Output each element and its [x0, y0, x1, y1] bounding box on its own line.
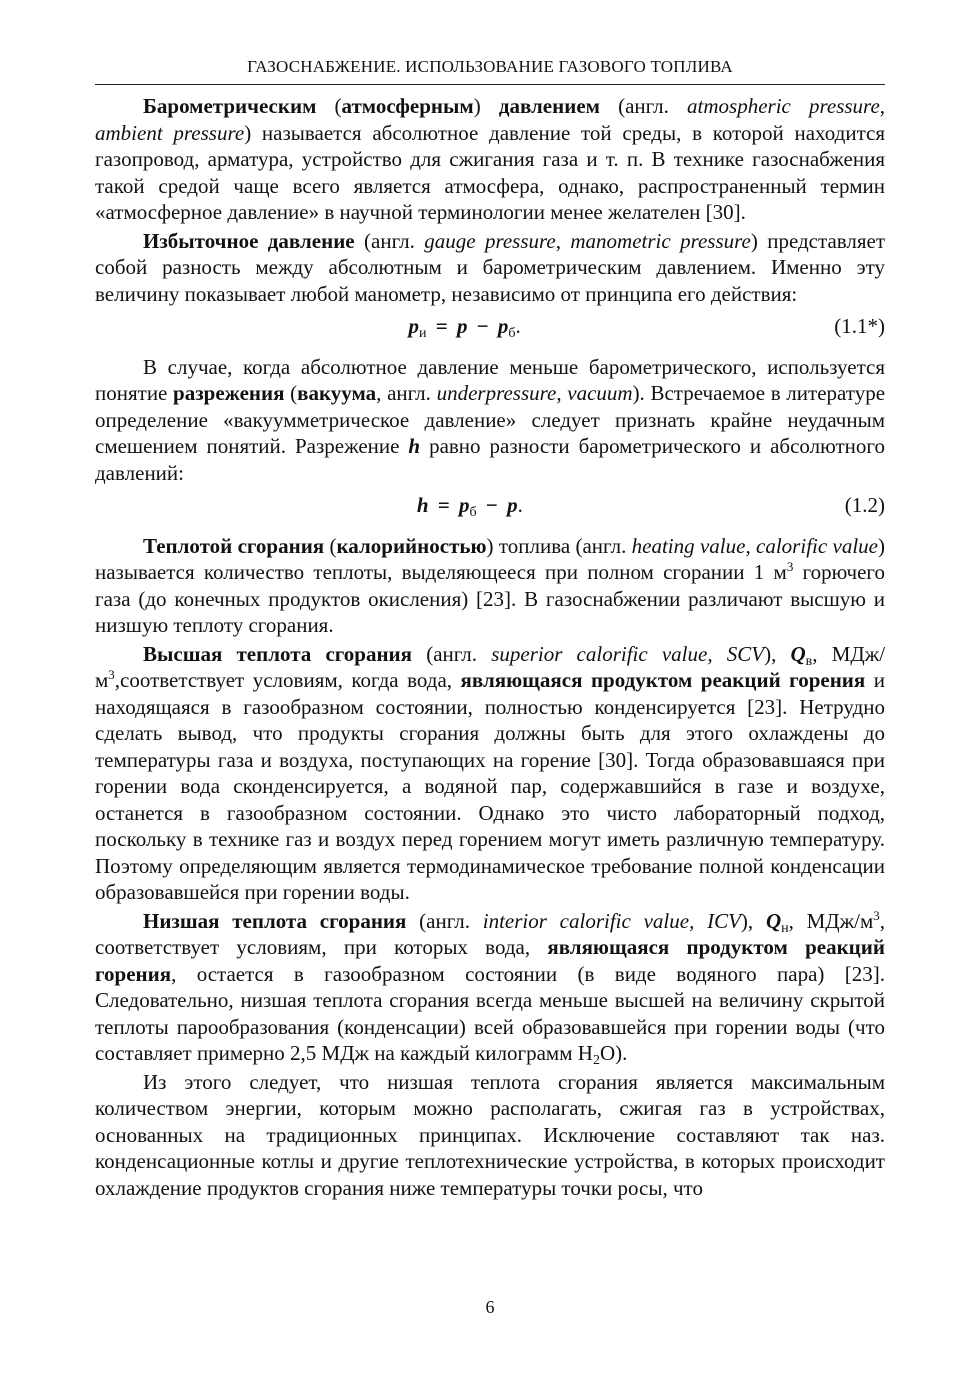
symbol: h: [408, 434, 421, 458]
paragraph-gauge-pressure: Избыточное давление (англ. gauge pressure, manometric pressure) представляет собой разность между абсолютным и барометрическим давлением. Именно эту величину показывает любой манометр, независимо от принципа его действия:: [95, 228, 886, 306]
paragraph-underpressure: В случае, когда абсолютное давление меньше барометрического, используется понятие разрежения (вакуума, англ. underpressure, vacuum). Встречаемое в литературе определение «вакуумметрическое давление» следует признать крайне неудачным смешением понятий. Разрежение h равно разности барометрического и абсолютного давлений:: [95, 354, 886, 485]
paragraph-heating-value: Теплотой сгорания (калорийностью) топлива (англ. heating value, calorific value) называется количество теплоты, выделяющееся при полном сгорании 1 $м^3$ горючего газа (до конечных продуктов окисления) [23]. В газоснабжении различают высшую и низшую теплоту сгорания.: [95, 533, 886, 637]
term: Низшая теплота сгорания: [143, 908, 407, 933]
english-term: heating value: [631, 533, 746, 558]
emphasis: являющаяся продуктом реакций горения: [95, 935, 885, 986]
term: Теплотой сгорания: [143, 533, 325, 558]
paragraph-lower-heating-value: Низшая теплота сгорания (англ. interior calorific value, ICV), $Q_н$, МДж/$м^3$, соответствует условиям, при которых вода, являющаяся продуктом реакций горения, остается в газообразном состоянии (в виде водяного пара) [23]. Следовательно, низшая теплота сгорания всегда меньше высшей на величину скрытой теплоты парообразования (конденсации) всей образовавшейся при горении воды (что составляет примерно 2,5 МДж на каждый килограмм $H_2O$).: [95, 907, 886, 1068]
english-term: underpressure: [436, 381, 557, 405]
running-header: ГАЗОСНАБЖЕНИЕ. ИСПОЛЬЗОВАНИЕ ГАЗОВОГО ТОПЛИВА: [247, 57, 733, 76]
term: Барометрическим: [143, 94, 317, 118]
term: атмосферным: [341, 94, 474, 118]
equation-1-2: [95, 492, 885, 519]
term: Высшая теплота сгорания: [143, 641, 413, 666]
header-rule: [95, 84, 885, 85]
equation-formula: $h = p_б - p$.: [416, 493, 523, 520]
term: вакуума: [297, 381, 377, 405]
paragraph-barometric-pressure: Барометрическим (атмосферным) давлением (англ. atmospheric pressure, ambient pressure) называется абсолютное давление той среды, в которой находится газопровод, арматура, устройство для сжигания газа и т. п. В технике газоснабжения такой средой чаще всего является атмосфера, однако, распространенный термин «атмосферное давление» в научной терминологии менее желателен [30].: [95, 94, 886, 224]
equation-number: (1.1*): [834, 314, 885, 338]
symbol: Q: [790, 641, 806, 666]
english-term: manometric pressure: [570, 228, 751, 253]
paragraph-conclusion: Из этого следует, что низшая теплота сгорания является максимальным количеством энергии, которым можно располагать, сжигая газ в устройствах, основанных на традиционных принципах. Исключение составляют так наз. конденсационные котлы и другие теплотехнические устройства, в которых происходит охлаждение продуктов сгорания ниже температуры точки росы, что: [95, 1069, 885, 1200]
page-number: 6: [485, 1297, 495, 1317]
equation-1-1: [95, 313, 885, 340]
english-term: vacuum: [567, 381, 633, 405]
emphasis: являющаяся продуктом реакций горения: [460, 668, 866, 692]
english-term: ambient pressure: [95, 120, 245, 145]
term: разрежения: [173, 381, 285, 405]
term: калорийностью: [336, 533, 487, 558]
term: давлением: [498, 94, 600, 118]
page-body: [95, 93, 885, 1201]
equation-number: (1.2): [844, 493, 885, 517]
english-term: calorific value: [756, 533, 878, 558]
symbol: Q: [765, 908, 782, 933]
english-term: superior calorific value, SCV: [491, 641, 765, 666]
english-term: atmospheric pressure: [687, 94, 880, 118]
term: Избыточное давление: [143, 228, 355, 253]
paragraph-higher-heating-value: Высшая теплота сгорания (англ. superior calorific value, SCV), $Q_в$, МДж/$м^3,соответствует$ условиям, когда вода, являющаяся продуктом реакций горения и находящаяся в газообразном состоянии, полностью конденсируется [23]. Нетрудно сделать вывод, что продукты сгорания должны быть для этого охлаждены до температуры газа и воздуха, поступающих на горение [30]. Тогда образовавшаяся при горении вода сконденсируется, а водяной пар, содержавшийся в газе и воздухе, останется в газообразном состоянии. Однако это чисто лабораторный подход, поскольку в технике газ и воздух перед горением могут иметь различную температуру. Поэтому определяющим является термодинамическое требование полной конденсации образовавшейся при горении воды.: [95, 641, 886, 904]
english-term: interior calorific value, ICV: [482, 908, 741, 933]
english-term: gauge pressure: [424, 228, 556, 253]
equation-formula: $p_и = p - p_б$.: [408, 314, 521, 341]
